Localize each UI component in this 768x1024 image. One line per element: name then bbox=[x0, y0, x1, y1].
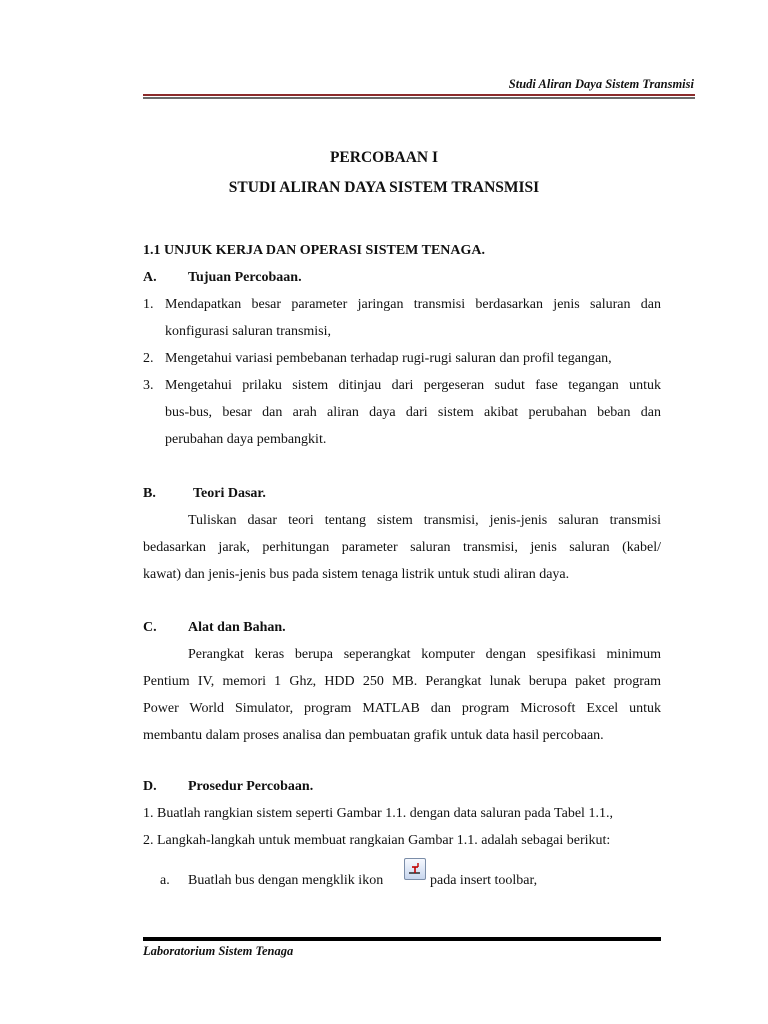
header-rule-gray bbox=[143, 97, 695, 99]
list-item-text-continued: konfigurasi saluran transmisi, bbox=[165, 324, 332, 339]
list-item-text: Mengetahui prilaku sistem ditinjau dari pergeseran sudut fase tegangan untuk bbox=[165, 378, 661, 393]
section-a-letter: A. bbox=[143, 270, 157, 285]
list-item-text-continued: bus-bus, besar dan arah aliran daya dari sistem akibat perubahan beban dan bbox=[165, 405, 661, 420]
section-d-letter: D. bbox=[143, 779, 157, 794]
list-item-text: Mengetahui variasi pembebanan terhadap rugi-rugi saluran dan profil tegangan, bbox=[165, 351, 612, 366]
procedure-step-1: 1. Buatlah rangkian sistem seperti Gambar 1.1. dengan data saluran pada Tabel 1.1., bbox=[143, 806, 613, 821]
section-1-1-heading: 1.1 UNJUK KERJA DAN OPERASI SISTEM TENAGA. bbox=[143, 243, 486, 258]
section-d-heading: Prosedur Percobaan. bbox=[188, 779, 314, 794]
section-c-paragraph-line: membantu dalam proses analisa dan pembuatan grafik untuk data hasil percobaan. bbox=[143, 728, 604, 743]
bus-insert-icon bbox=[404, 858, 426, 880]
list-item-text-continued: perubahan daya pembangkit. bbox=[165, 432, 327, 447]
header-rule-red bbox=[143, 94, 695, 96]
list-item-number: 3. bbox=[143, 378, 154, 393]
section-b-paragraph-line: kawat) dan jenis-jenis bus pada sistem tenaga listrik untuk studi aliran daya. bbox=[143, 567, 570, 582]
section-b-paragraph-line: Tuliskan dasar teori tentang sistem transmisi, jenis-jenis saluran transmisi bbox=[188, 513, 661, 528]
procedure-step-2: 2. Langkah-langkah untuk membuat rangkaian Gambar 1.1. adalah sebagai berikut: bbox=[143, 833, 611, 848]
document-title-line2: STUDI ALIRAN DAYA SISTEM TRANSMISI bbox=[228, 179, 540, 196]
list-item-number: 2. bbox=[143, 351, 154, 366]
section-c-heading: Alat dan Bahan. bbox=[188, 620, 286, 635]
section-c-paragraph-line: Power World Simulator, program MATLAB dan program Microsoft Excel untuk bbox=[143, 701, 661, 716]
section-b-heading: Teori Dasar. bbox=[193, 486, 266, 501]
section-c-paragraph-line: Pentium IV, memori 1 Ghz, HDD 250 MB. Perangkat lunak berupa paket program bbox=[143, 674, 661, 689]
document-title-line1: PERCOBAAN I bbox=[329, 149, 439, 166]
footer-rule bbox=[143, 937, 661, 941]
procedure-substep-letter: a. bbox=[160, 873, 170, 888]
list-item-text: Mendapatkan besar parameter jaringan transmisi berdasarkan jenis saluran dan bbox=[165, 297, 661, 312]
section-c-paragraph-line: Perangkat keras berupa seperangkat komputer dengan spesifikasi minimum bbox=[188, 647, 661, 662]
list-item-number: 1. bbox=[143, 297, 154, 312]
section-b-paragraph-line: bedasarkan jarak, perhitungan parameter saluran transmisi, jenis saluran (kabel/ bbox=[143, 540, 661, 555]
procedure-substep-text-before-icon: Buatlah bus dengan mengklik ikon bbox=[188, 873, 384, 888]
section-c-letter: C. bbox=[143, 620, 157, 635]
running-header-title: Studi Aliran Daya Sistem Transmisi bbox=[508, 77, 694, 91]
procedure-substep-text-after-icon: pada insert toolbar, bbox=[430, 873, 538, 888]
footer-text: Laboratorium Sistem Tenaga bbox=[143, 944, 294, 958]
section-b-letter: B. bbox=[143, 486, 156, 501]
section-a-heading: Tujuan Percobaan. bbox=[188, 270, 302, 285]
